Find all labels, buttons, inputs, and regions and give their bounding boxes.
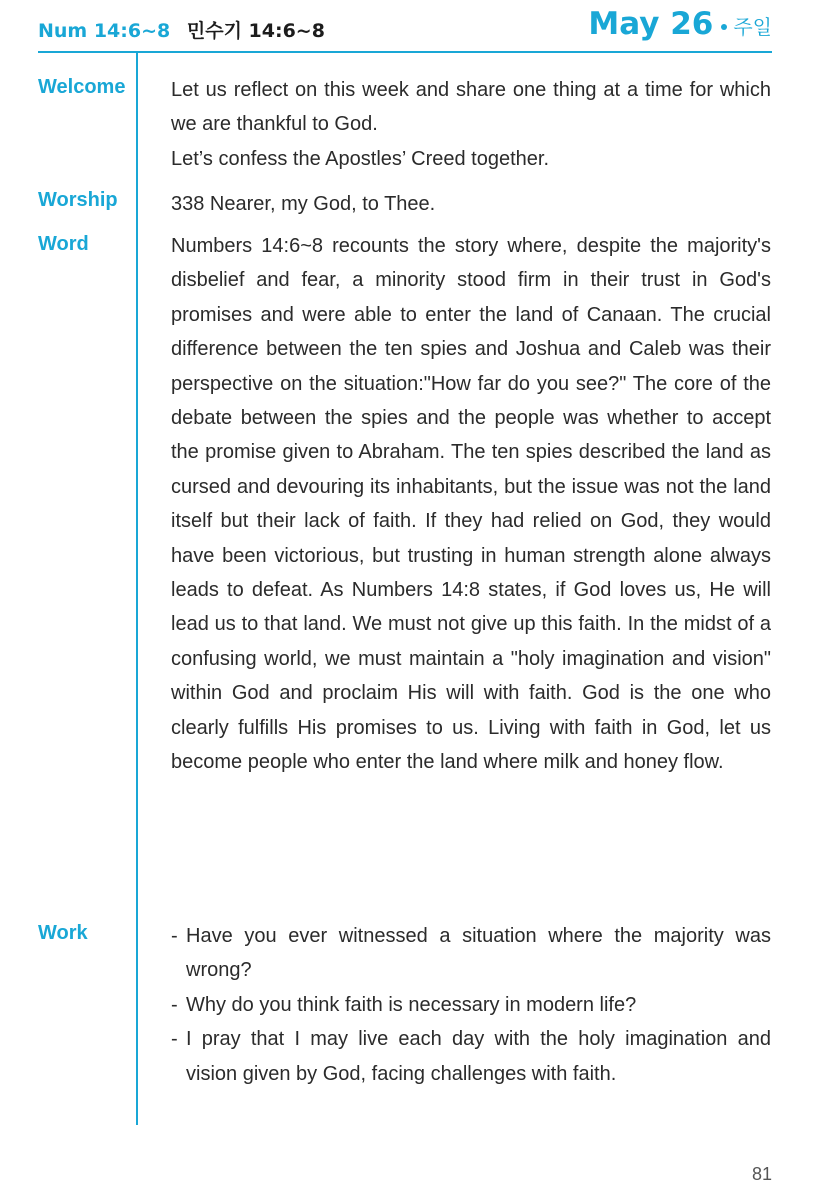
work-item-text: Why do you think faith is necessary in modern life? (186, 993, 637, 1016)
dash-bullet: - (171, 1028, 178, 1051)
section-label-word: Word (38, 233, 89, 255)
welcome-line: Let us reflect on this week and share one thing at a time for which we are thankful to God. (171, 79, 771, 136)
list-item (171, 988, 771, 1022)
word-paragraph: Numbers 14:6~8 recounts the story where, despite the majority's disbelief and fear, a minority stood firm in their trust in God's promises and were able to enter the land of Canaan. The crucial difference between the ten spies and Joshua and Caleb was their perspective on the situation:"How far do you see?" The core of the debate between the spies and the people was whether to accept the promise given to Abraham. The ten spies described the land as cursed and devouring its inhabitants, but the issue was not the land itself but their lack of faith. If they had relied on God, they would have been victorious, but trusting in human strength alone always leads to defeat. As Numbers 14:8 states, if God loves us, He will lead us to that land. We must not give up this faith. In the midst of a confusing world, we must maintain a "holy imagination and vision" within God and proclaim His will with faith. God is the one who clearly fulfills His promises to us. Living with faith in God, let us become people who enter the land where milk and honey flow. (171, 235, 771, 774)
header-divider (38, 51, 772, 53)
work-questions (171, 919, 771, 1091)
dash-bullet: - (171, 925, 178, 947)
dash-bullet: - (171, 993, 178, 1016)
section-label-welcome: Welcome (38, 76, 126, 98)
work-item-text: Have you ever witnessed a situation where the majority was wrong? (186, 925, 771, 982)
section-label-work: Work (38, 922, 88, 944)
scripture-reference-english: Num 14:6~8 (38, 20, 171, 42)
welcome-text (171, 73, 771, 176)
page-date (588, 6, 772, 42)
section-label-worship: Worship (38, 189, 118, 211)
welcome-line: Let’s confess the Apostles’ Creed together. (171, 147, 550, 170)
list-item (171, 919, 771, 988)
page-number: 81 (751, 1164, 772, 1184)
date-label: May 26 (588, 6, 714, 42)
scripture-reference-korean: 민수기 14:6~8 (186, 20, 325, 42)
list-item (171, 1022, 771, 1091)
vertical-divider (136, 53, 138, 1125)
day-label: 주일 (733, 15, 772, 39)
worship-hymn: 338 Nearer, my God, to Thee. (171, 193, 436, 215)
dot-separator-icon (721, 24, 727, 30)
work-item-text: I pray that I may live each day with the holy imagination and vision given by God, facing challenges with faith. (186, 1028, 771, 1085)
scripture-reference (38, 16, 325, 43)
